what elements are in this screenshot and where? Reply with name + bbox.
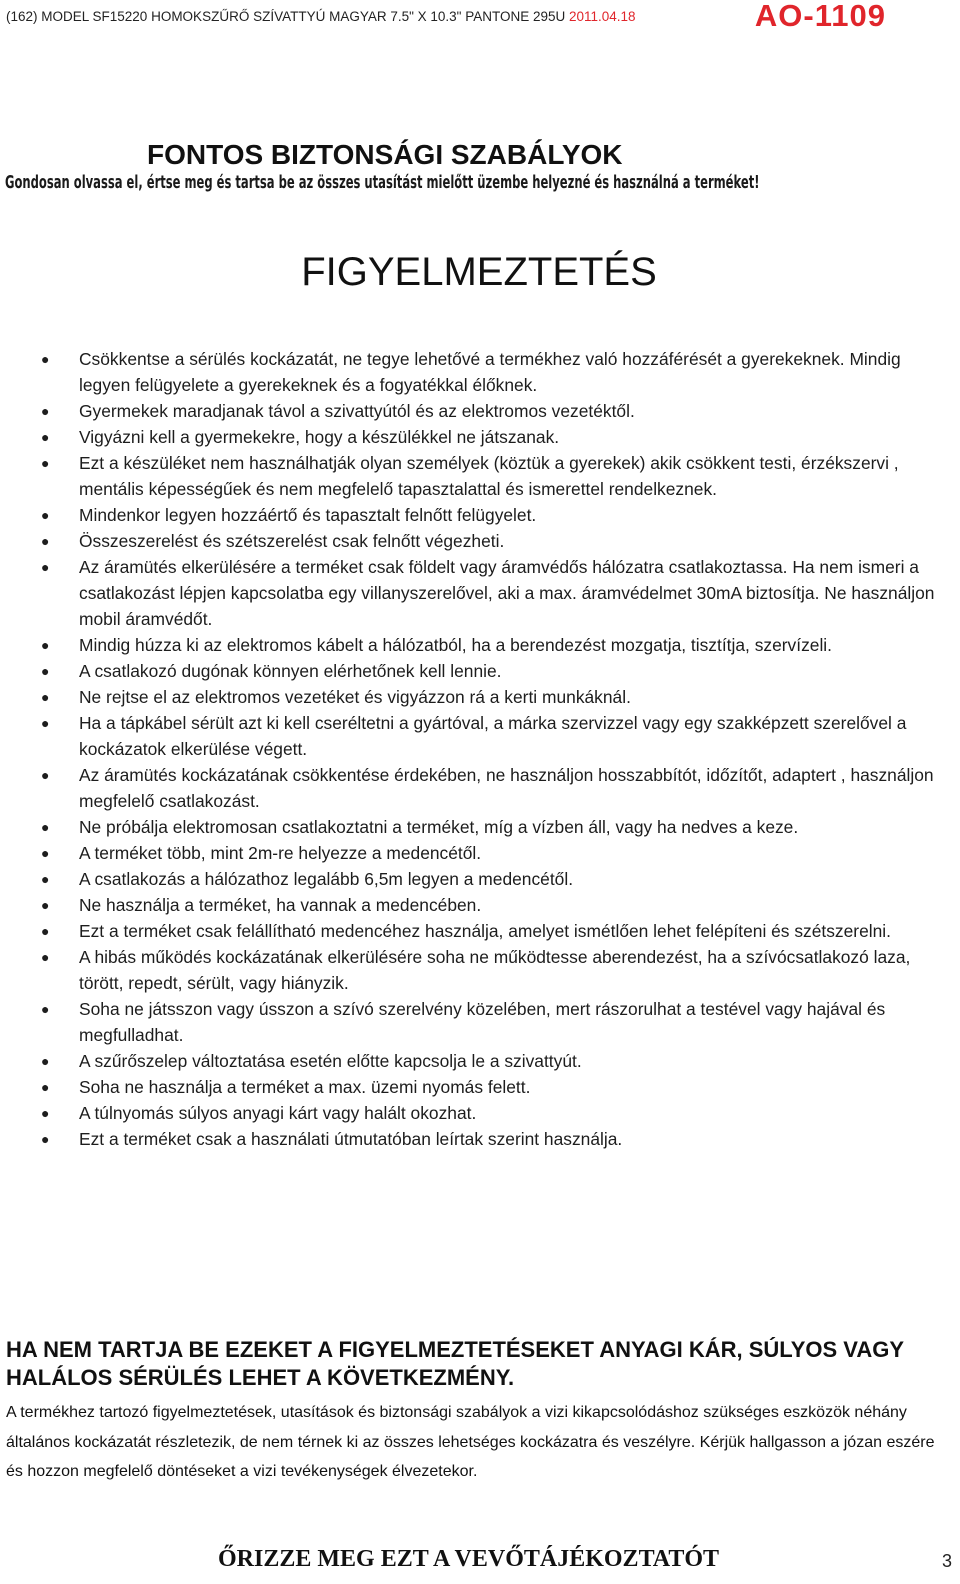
alert-text: HA NEM TARTJA BE EZEKET A FIGYELMEZTETÉSEKET ANYAGI KÁR, SÚLYOS VAGY HALÁLOS SÉRÜLÉS LEHET A KÖVETKEZMÉNY. xyxy=(6,1337,904,1390)
warning-text: A csatlakozás a hálózathoz legalább 6,5m legyen a medencétől. xyxy=(79,869,574,889)
bullet-icon: ● xyxy=(41,1001,50,1017)
warning-list xyxy=(0,346,960,1152)
document-code: AO-1109 xyxy=(754,0,886,33)
bullet-icon: ● xyxy=(41,871,50,887)
warning-item xyxy=(0,1100,960,1126)
bullet-icon: ● xyxy=(41,949,50,965)
warning-text: Mindig húzza ki az elektromos kábelt a hálózatból, ha a berendezést mozgatja, tisztítja, szervízeli. xyxy=(79,635,833,655)
warning-text: Ezt a terméket csak a használati útmutatóban leírtak szerint használja. xyxy=(79,1129,623,1149)
warning-text: A terméket több, mint 2m-re helyezze a medencétől. xyxy=(79,843,482,863)
warning-text: Összeszerelést és szétszerelést csak felnőtt végezheti. xyxy=(79,531,505,551)
warning-item xyxy=(0,1048,960,1074)
footer-note: ŐRIZZE MEG EZT A VEVŐTÁJÉKOZTATÓT xyxy=(218,1546,720,1572)
bullet-icon: ● xyxy=(41,1131,50,1147)
warning-item xyxy=(0,398,960,424)
bullet-icon: ● xyxy=(41,663,50,679)
bullet-icon: ● xyxy=(41,715,50,731)
warning-item xyxy=(0,840,960,866)
header-bar xyxy=(0,0,960,33)
warning-item xyxy=(0,424,960,450)
print-date: 2011.04.18 xyxy=(569,9,636,24)
warning-item xyxy=(0,502,960,528)
warning-item xyxy=(0,814,960,840)
warning-item xyxy=(0,1126,960,1152)
bullet-icon: ● xyxy=(41,767,50,783)
warning-text: Soha ne játsszon vagy ússzon a szívó szerelvény közelében, mert rászorulhat a testével vagy hajával és megfulladhat. xyxy=(79,999,886,1045)
bullet-icon: ● xyxy=(41,429,50,445)
bullet-icon: ● xyxy=(41,845,50,861)
warning-text: Soha ne használja a terméket a max. üzemi nyomás felett. xyxy=(79,1077,531,1097)
bullet-icon: ● xyxy=(41,455,50,471)
warning-text: Ne rejtse el az elektromos vezetéket és vigyázzon rá a kerti munkáknál. xyxy=(79,687,631,707)
warning-item xyxy=(0,710,960,762)
page-subtitle: Gondosan olvassa el, értse meg és tartsa be az összes utasítást mielőtt üzembe helyezné és használná a terméket! xyxy=(5,173,760,193)
warning-text: Az áramütés elkerülésére a terméket csak földelt vagy áramvédős hálózatra csatlakoztassa. Ha nem ismeri a csatlakozást lépjen kapcsolatba egy villanyszerelővel, aki a max. áramvédelmet 30mA biztosítja. Ne használjon mobil áramvédőt. xyxy=(79,557,935,629)
warning-text: Ne használja a terméket, ha vannak a medencében. xyxy=(79,895,482,915)
bullet-icon: ● xyxy=(41,507,50,523)
warning-text: Az áramütés kockázatának csökkentése érdekében, ne használjon hosszabbítót, időzítőt, adaptert , használjon megfelelő csatlakozást. xyxy=(79,765,934,811)
bullet-icon: ● xyxy=(41,1053,50,1069)
warning-heading: FIGYELMEZTETÉS xyxy=(301,250,657,294)
bullet-icon: ● xyxy=(41,923,50,939)
warning-text: Gyermekek maradjanak távol a szivattyútól és az elektromos vezetéktől. xyxy=(79,401,635,421)
warning-text: Ezt a terméket csak felállítható medencéhez használja, amelyet ismétlően lehet felépíteni és szétszerelni. xyxy=(79,921,891,941)
warning-item xyxy=(0,528,960,554)
warning-text: A túlnyomás súlyos anyagi kárt vagy halált okozhat. xyxy=(79,1103,477,1123)
warning-item xyxy=(0,892,960,918)
warning-text: Mindenkor legyen hozzáértő és tapasztalt felnőtt felügyelet. xyxy=(79,505,537,525)
warning-item xyxy=(0,346,960,398)
warning-item xyxy=(0,684,960,710)
warning-item xyxy=(0,632,960,658)
warning-item xyxy=(0,762,960,814)
page-number: 3 xyxy=(941,1551,952,1571)
warning-item xyxy=(0,918,960,944)
warning-text: Ha a tápkábel sérült azt ki kell cseréltetni a gyártóval, a márka szervizzel vagy egy szakképzett szerelővel a kockázatok elkerülése végett. xyxy=(79,713,907,759)
warning-text: Csökkentse a sérülés kockázatát, ne tegye lehetővé a termékhez való hozzáférését a gyerekeknek. Mindig legyen felügyelete a gyerekeknek és a fogyatékkal élőknek. xyxy=(79,349,901,395)
bullet-icon: ● xyxy=(41,897,50,913)
bullet-icon: ● xyxy=(41,351,50,367)
warning-text: Ne próbálja elektromosan csatlakoztatni a terméket, míg a vízben áll, vagy ha nedves a keze. xyxy=(79,817,799,837)
bullet-icon: ● xyxy=(41,1105,50,1121)
bullet-icon: ● xyxy=(41,559,50,575)
warning-item xyxy=(0,996,960,1048)
warning-item xyxy=(0,944,960,996)
print-spec-info: (162) MODEL SF15220 HOMOKSZŰRŐ SZÍVATTYÚ MAGYAR 7.5" X 10.3" PANTONE 295U 2011.04.18 xyxy=(6,9,636,24)
bullet-icon: ● xyxy=(41,637,50,653)
warning-item xyxy=(0,554,960,632)
warning-item xyxy=(0,1074,960,1100)
warning-item xyxy=(0,450,960,502)
bullet-icon: ● xyxy=(41,689,50,705)
warning-text: Vigyázni kell a gyermekekre, hogy a készülékkel ne játszanak. xyxy=(79,427,560,447)
bullet-icon: ● xyxy=(41,403,50,419)
warning-text: A csatlakozó dugónak könnyen elérhetőnek kell lennie. xyxy=(79,661,502,681)
disclaimer-text: A termékhez tartozó figyelmeztetések, utasítások és biztonsági szabályok a vizi kikapcsolódáshoz szükséges eszközök néhány általános kockázatát részletezik, de nem térnek ki az összes lehetséges kockázatra és veszélyre. Kérjük hallgasson a józan eszére és hozzon megfelelő döntéseket a vizi tevékenységek élvezetekor. xyxy=(6,1404,935,1480)
warning-item xyxy=(0,658,960,684)
warning-text: A hibás működés kockázatának elkerülésére soha ne működtesse aberendezést, ha a szívócsatlakozó laza, törött, repedt, sérült, vagy hiányzik. xyxy=(79,947,911,993)
warning-text: A szűrőszelep változtatása esetén előtte kapcsolja le a szivattyút. xyxy=(79,1051,582,1071)
bullet-icon: ● xyxy=(41,1079,50,1095)
bullet-icon: ● xyxy=(41,819,50,835)
page-title: FONTOS BIZTONSÁGI SZABÁLYOK xyxy=(147,139,623,170)
warning-text: Ezt a készüléket nem használhatják olyan személyek (köztük a gyerekek) akik csökkent testi, érzékszervi , mentális képességűek és nem megfelelő tapasztalattal és ismerettel rendelkeznek. xyxy=(79,453,899,499)
bullet-icon: ● xyxy=(41,533,50,549)
warning-item xyxy=(0,866,960,892)
